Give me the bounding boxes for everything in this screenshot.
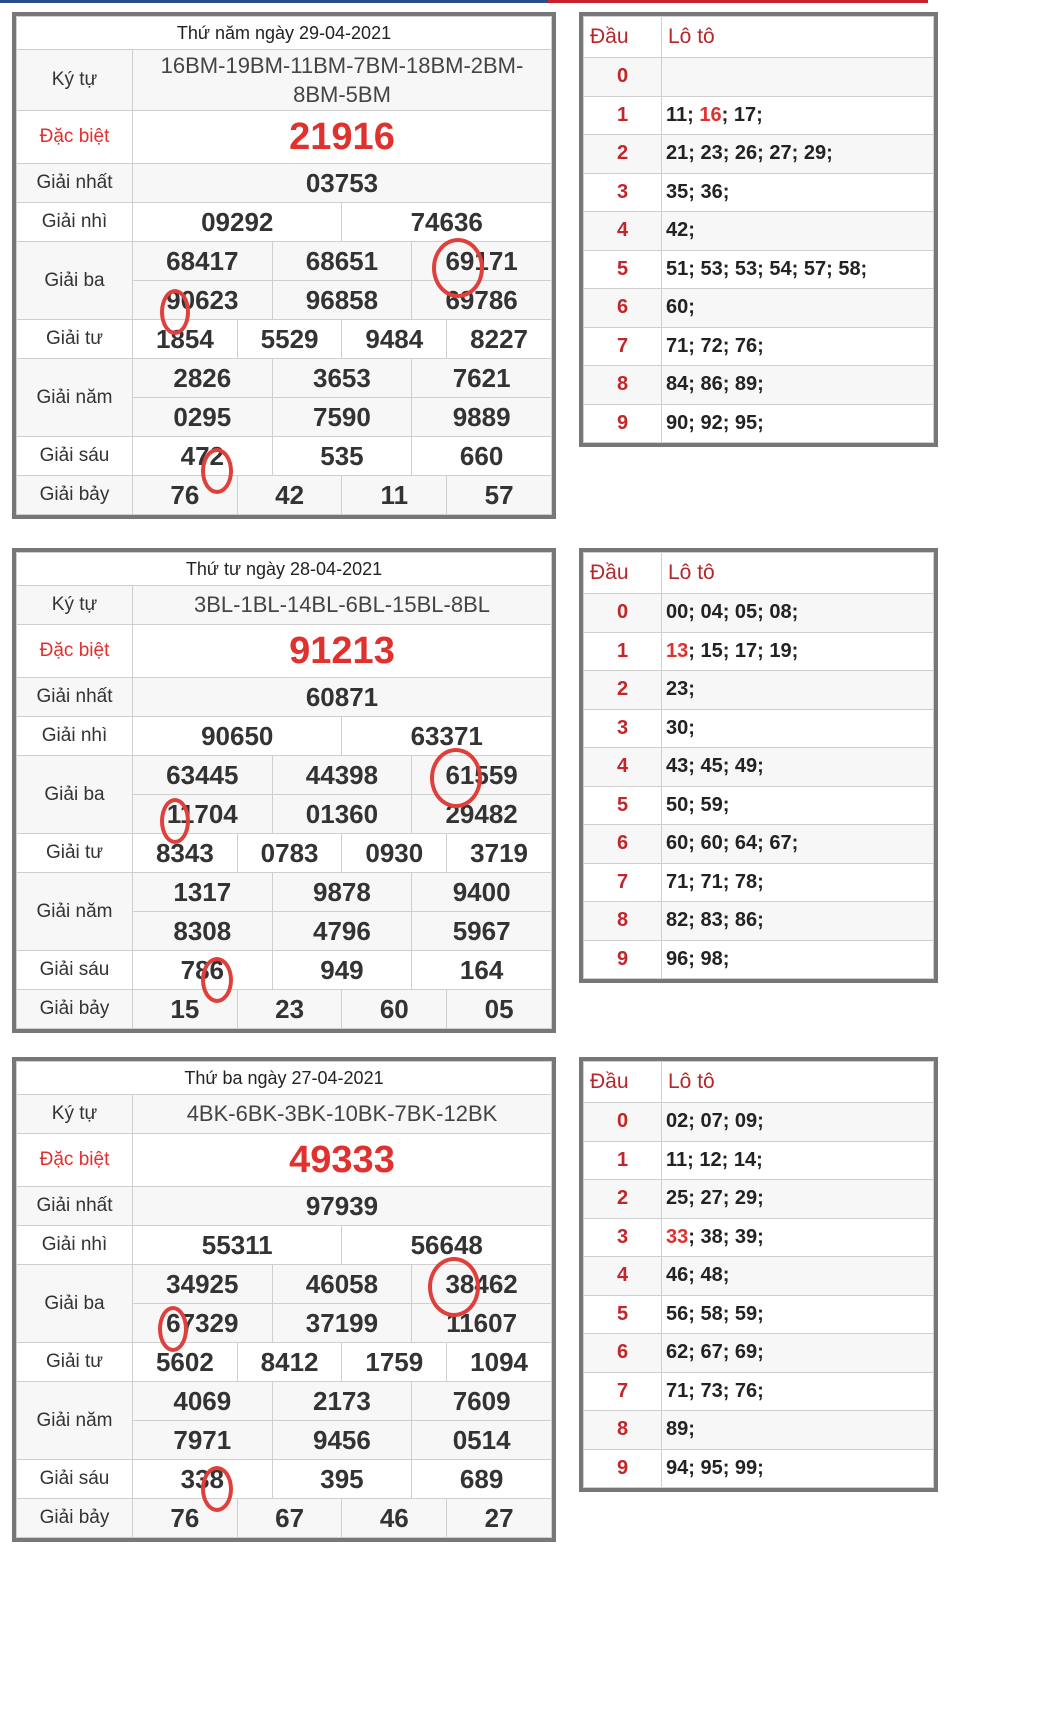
loto-values-text: 89;: [666, 1418, 695, 1441]
second-prize-number: 74636: [342, 203, 552, 242]
fifth-prize-number: 9400: [412, 873, 552, 912]
first-prize-number: 97939: [133, 1187, 552, 1226]
third-prize-number: 46058: [272, 1265, 412, 1304]
draw-date: Thứ ba ngày 27-04-2021: [17, 1062, 552, 1095]
header-dau: Đầu: [584, 553, 662, 594]
loto-values: [662, 404, 934, 443]
loto-row: [584, 96, 934, 135]
loto-row: [584, 135, 934, 174]
loto-head-digit: 9: [584, 1449, 662, 1488]
seventh-prize-number: 15: [133, 990, 238, 1029]
loto-row: [584, 748, 934, 787]
loto-head-digit: 1: [584, 632, 662, 671]
seventh-prize-number: 05: [447, 990, 552, 1029]
fourth-prize-number: 0930: [342, 834, 447, 873]
label-giai-nhi: Giải nhì: [17, 1226, 133, 1265]
loto-values-post: ; 15; 17; 19;: [688, 639, 799, 662]
loto-values-text: 62; 67; 69;: [666, 1341, 764, 1364]
loto-values: [662, 748, 934, 787]
seventh-prize-number: 57: [447, 476, 552, 515]
fifth-prize-number: 9889: [412, 398, 552, 437]
loto-values-text: 25; 27; 29;: [666, 1187, 764, 1210]
loto-head-digit: 0: [584, 1103, 662, 1142]
label-giai-ba: Giải ba: [17, 242, 133, 320]
loto-head-digit: 9: [584, 940, 662, 979]
loto-row: [584, 594, 934, 633]
loto-values: [662, 173, 934, 212]
seventh-prize-number: 60: [342, 990, 447, 1029]
label-ky-tu: Ký tự: [17, 586, 133, 625]
loto-values: [662, 1449, 934, 1488]
loto-special-highlight: 33: [666, 1225, 689, 1248]
third-prize-number: 68417: [133, 242, 273, 281]
loto-values-text: 96; 98;: [666, 947, 730, 970]
seventh-prize-number: 67: [237, 1499, 342, 1538]
special-prize-number: 49333: [133, 1134, 552, 1187]
header-loto: Lô tô: [662, 553, 934, 594]
fourth-prize-number: 5529: [237, 320, 342, 359]
fifth-prize-number: 7609: [412, 1382, 552, 1421]
loto-head-digit: 4: [584, 748, 662, 787]
label-giai-sau: Giải sáu: [17, 437, 133, 476]
loto-values-text: 60;: [666, 296, 695, 319]
label-dac-biet: Đặc biệt: [17, 625, 133, 678]
label-giai-ba: Giải ba: [17, 756, 133, 834]
draw-date: Thứ tư ngày 28-04-2021: [17, 553, 552, 586]
loto-row: [584, 825, 934, 864]
sixth-prize-number: 689: [412, 1460, 552, 1499]
loto-values: [662, 327, 934, 366]
loto-head-digit: 3: [584, 1218, 662, 1257]
loto-values: [662, 212, 934, 251]
loto-values: [662, 594, 934, 633]
seventh-prize-number: 46: [342, 1499, 447, 1538]
fourth-prize-number: 5602: [133, 1343, 238, 1382]
loto-row: [584, 289, 934, 328]
loto-values: [662, 58, 934, 97]
fifth-prize-number: 2173: [272, 1382, 412, 1421]
loto-row: [584, 327, 934, 366]
label-giai-sau: Giải sáu: [17, 1460, 133, 1499]
fifth-prize-number: 5967: [412, 912, 552, 951]
loto-row: [584, 212, 934, 251]
loto-row: [584, 863, 934, 902]
third-prize-number: 37199: [272, 1304, 412, 1343]
loto-head-digit: 5: [584, 1295, 662, 1334]
loto-row: [584, 786, 934, 825]
label-giai-nhat: Giải nhất: [17, 164, 133, 203]
label-giai-nam: Giải năm: [17, 873, 133, 951]
loto-values: [662, 1257, 934, 1296]
loto-row: [584, 1295, 934, 1334]
result-table: [12, 12, 556, 519]
loto-row: [584, 632, 934, 671]
loto-values-text: 94; 95; 99;: [666, 1456, 764, 1479]
loto-values-pre: 11;: [666, 103, 700, 126]
loto-values: [662, 940, 934, 979]
label-giai-tu: Giải tư: [17, 834, 133, 873]
loto-values-text: 00; 04; 05; 08;: [666, 601, 799, 624]
third-prize-number: 29482: [412, 795, 552, 834]
loto-values: [662, 786, 934, 825]
label-dac-biet: Đặc biệt: [17, 111, 133, 164]
sixth-prize-number: 535: [272, 437, 412, 476]
loto-values-text: 71; 73; 76;: [666, 1379, 764, 1402]
loto-values-text: 43; 45; 49;: [666, 755, 764, 778]
seventh-prize-number: 27: [447, 1499, 552, 1538]
special-prize-number: 21916: [133, 111, 552, 164]
loto-row: [584, 404, 934, 443]
third-prize-number: 01360: [272, 795, 412, 834]
label-giai-nhi: Giải nhì: [17, 203, 133, 242]
loto-head-digit: 6: [584, 825, 662, 864]
loto-row: [584, 366, 934, 405]
third-prize-number: 63445: [133, 756, 273, 795]
loto-head-digit: 3: [584, 709, 662, 748]
loto-values-text: 46; 48;: [666, 1264, 730, 1287]
loto-row: [584, 1180, 934, 1219]
loto-values: [662, 96, 934, 135]
loto-head-digit: 7: [584, 327, 662, 366]
label-giai-bay: Giải bảy: [17, 476, 133, 515]
loto-values-text: 21; 23; 26; 27; 29;: [666, 142, 833, 165]
label-giai-bay: Giải bảy: [17, 990, 133, 1029]
loto-values-text: 71; 72; 76;: [666, 334, 764, 357]
label-dac-biet: Đặc biệt: [17, 1134, 133, 1187]
loto-head-digit: 7: [584, 1372, 662, 1411]
loto-values-post: ; 38; 39;: [688, 1225, 764, 1248]
fifth-prize-number: 9456: [272, 1421, 412, 1460]
loto-head-digit: 5: [584, 786, 662, 825]
loto-head-digit: 2: [584, 671, 662, 710]
result-table: [12, 1057, 556, 1542]
loto-head-digit: 4: [584, 212, 662, 251]
fifth-prize-number: 4069: [133, 1382, 273, 1421]
loto-values: [662, 671, 934, 710]
seventh-prize-number: 23: [237, 990, 342, 1029]
top-accent-bar-red: [548, 0, 928, 3]
header-loto: Lô tô: [662, 17, 934, 58]
third-prize-number: 69786: [412, 281, 552, 320]
seventh-prize-number: 11: [342, 476, 447, 515]
fifth-prize-number: 0295: [133, 398, 273, 437]
loto-row: [584, 250, 934, 289]
fifth-prize-number: 0514: [412, 1421, 552, 1460]
loto-head-digit: 8: [584, 1411, 662, 1450]
seventh-prize-number: 76: [133, 1499, 238, 1538]
loto-values-post: ; 17;: [721, 103, 763, 126]
loto-special-highlight: 13: [666, 639, 689, 662]
ky-tu-codes: 3BL-1BL-14BL-6BL-15BL-8BL: [133, 586, 552, 625]
third-prize-number: 61559: [412, 756, 552, 795]
loto-values: [662, 1411, 934, 1450]
loto-values-text: 35; 36;: [666, 180, 730, 203]
fifth-prize-number: 1317: [133, 873, 273, 912]
special-prize-number: 91213: [133, 625, 552, 678]
fifth-prize-number: 3653: [272, 359, 412, 398]
sixth-prize-number: 395: [272, 1460, 412, 1499]
label-giai-ba: Giải ba: [17, 1265, 133, 1343]
loto-values: [662, 825, 934, 864]
loto-row: [584, 1449, 934, 1488]
loto-values-text: 60; 60; 64; 67;: [666, 832, 799, 855]
label-giai-nhat: Giải nhất: [17, 678, 133, 717]
third-prize-number: 34925: [133, 1265, 273, 1304]
loto-head-digit: 1: [584, 1141, 662, 1180]
fifth-prize-number: 8308: [133, 912, 273, 951]
loto-head-digit: 4: [584, 1257, 662, 1296]
loto-row: [584, 1334, 934, 1373]
fifth-prize-number: 7621: [412, 359, 552, 398]
loto-head-digit: 6: [584, 1334, 662, 1373]
sixth-prize-number: 660: [412, 437, 552, 476]
header-dau: Đầu: [584, 17, 662, 58]
loto-table: [579, 1057, 938, 1492]
loto-values: [662, 1141, 934, 1180]
top-accent-bar: [0, 0, 548, 3]
third-prize-number: 68651: [272, 242, 412, 281]
second-prize-number: 90650: [133, 717, 342, 756]
fifth-prize-number: 7971: [133, 1421, 273, 1460]
label-giai-tu: Giải tư: [17, 320, 133, 359]
fifth-prize-number: 4796: [272, 912, 412, 951]
loto-values: [662, 366, 934, 405]
loto-head-digit: 5: [584, 250, 662, 289]
loto-values-text: 50; 59;: [666, 793, 730, 816]
loto-head-digit: 1: [584, 96, 662, 135]
first-prize-number: 60871: [133, 678, 552, 717]
label-giai-nhat: Giải nhất: [17, 1187, 133, 1226]
loto-values: [662, 863, 934, 902]
first-prize-number: 03753: [133, 164, 552, 203]
loto-row: [584, 58, 934, 97]
seventh-prize-number: 76: [133, 476, 238, 515]
loto-values: [662, 135, 934, 174]
loto-values-text: 82; 83; 86;: [666, 909, 764, 932]
loto-values-text: 51; 53; 53; 54; 57; 58;: [666, 257, 868, 280]
fourth-prize-number: 1854: [133, 320, 238, 359]
sixth-prize-number: 786: [133, 951, 273, 990]
loto-values-text: 11; 12; 14;: [666, 1148, 763, 1171]
third-prize-number: 90623: [133, 281, 273, 320]
loto-head-digit: 9: [584, 404, 662, 443]
sixth-prize-number: 949: [272, 951, 412, 990]
fourth-prize-number: 8343: [133, 834, 238, 873]
loto-row: [584, 1103, 934, 1142]
loto-values: [662, 902, 934, 941]
second-prize-number: 56648: [342, 1226, 552, 1265]
loto-head-digit: 3: [584, 173, 662, 212]
loto-special-highlight: 16: [699, 103, 722, 126]
loto-row: [584, 1218, 934, 1257]
label-giai-tu: Giải tư: [17, 1343, 133, 1382]
third-prize-number: 38462: [412, 1265, 552, 1304]
loto-values: [662, 1103, 934, 1142]
third-prize-number: 11704: [133, 795, 273, 834]
third-prize-number: 96858: [272, 281, 412, 320]
loto-values: [662, 1218, 934, 1257]
loto-row: [584, 671, 934, 710]
loto-values: [662, 1372, 934, 1411]
sixth-prize-number: 164: [412, 951, 552, 990]
loto-head-digit: 8: [584, 902, 662, 941]
fourth-prize-number: 9484: [342, 320, 447, 359]
loto-values-text: 90; 92; 95;: [666, 411, 764, 434]
second-prize-number: 63371: [342, 717, 552, 756]
loto-values-text: 42;: [666, 219, 695, 242]
loto-row: [584, 1141, 934, 1180]
loto-head-digit: 2: [584, 1180, 662, 1219]
label-giai-nam: Giải năm: [17, 1382, 133, 1460]
ky-tu-codes: 16BM-19BM-11BM-7BM-18BM-2BM-8BM-5BM: [133, 50, 552, 111]
fifth-prize-number: 7590: [272, 398, 412, 437]
loto-row: [584, 173, 934, 212]
result-table: [12, 548, 556, 1033]
loto-values-text: 23;: [666, 678, 695, 701]
loto-values: [662, 1295, 934, 1334]
loto-values: [662, 1180, 934, 1219]
loto-head-digit: 6: [584, 289, 662, 328]
sixth-prize-number: 338: [133, 1460, 273, 1499]
loto-row: [584, 1372, 934, 1411]
seventh-prize-number: 42: [237, 476, 342, 515]
second-prize-number: 55311: [133, 1226, 342, 1265]
loto-values-text: 56; 58; 59;: [666, 1302, 764, 1325]
loto-head-digit: 0: [584, 594, 662, 633]
loto-values-text: 84; 86; 89;: [666, 373, 764, 396]
third-prize-number: 67329: [133, 1304, 273, 1343]
fourth-prize-number: 8412: [237, 1343, 342, 1382]
label-giai-sau: Giải sáu: [17, 951, 133, 990]
loto-row: [584, 1257, 934, 1296]
fifth-prize-number: 2826: [133, 359, 273, 398]
header-loto: Lô tô: [662, 1062, 934, 1103]
loto-values-text: 02; 07; 09;: [666, 1110, 764, 1133]
fourth-prize-number: 1759: [342, 1343, 447, 1382]
loto-table: [579, 12, 938, 447]
header-dau: Đầu: [584, 1062, 662, 1103]
label-giai-nam: Giải năm: [17, 359, 133, 437]
loto-values: [662, 289, 934, 328]
draw-date: Thứ năm ngày 29-04-2021: [17, 17, 552, 50]
loto-row: [584, 709, 934, 748]
loto-head-digit: 8: [584, 366, 662, 405]
third-prize-number: 44398: [272, 756, 412, 795]
loto-values-text: 30;: [666, 716, 695, 739]
loto-table: [579, 548, 938, 983]
loto-values: [662, 250, 934, 289]
loto-head-digit: 2: [584, 135, 662, 174]
fourth-prize-number: 3719: [447, 834, 552, 873]
label-giai-bay: Giải bảy: [17, 1499, 133, 1538]
loto-row: [584, 1411, 934, 1450]
label-ky-tu: Ký tự: [17, 50, 133, 111]
fourth-prize-number: 1094: [447, 1343, 552, 1382]
loto-row: [584, 902, 934, 941]
loto-values: [662, 632, 934, 671]
label-giai-nhi: Giải nhì: [17, 717, 133, 756]
fifth-prize-number: 9878: [272, 873, 412, 912]
loto-head-digit: 7: [584, 863, 662, 902]
label-ky-tu: Ký tự: [17, 1095, 133, 1134]
loto-values: [662, 1334, 934, 1373]
second-prize-number: 09292: [133, 203, 342, 242]
loto-row: [584, 940, 934, 979]
loto-head-digit: 0: [584, 58, 662, 97]
sixth-prize-number: 472: [133, 437, 273, 476]
loto-values-text: 71; 71; 78;: [666, 870, 764, 893]
ky-tu-codes: 4BK-6BK-3BK-10BK-7BK-12BK: [133, 1095, 552, 1134]
fourth-prize-number: 0783: [237, 834, 342, 873]
third-prize-number: 11607: [412, 1304, 552, 1343]
fourth-prize-number: 8227: [447, 320, 552, 359]
loto-values: [662, 709, 934, 748]
third-prize-number: 69171: [412, 242, 552, 281]
